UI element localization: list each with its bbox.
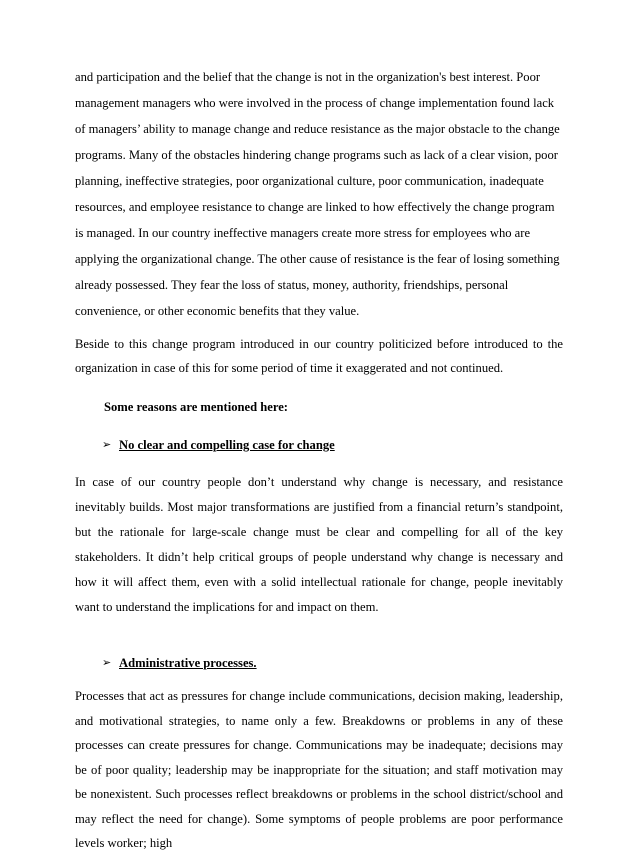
paragraph-politicized-change: Beside to this change program introduced in our country politicized before introduced to the organization in case of this for some period of time it exaggerated and not continued. bbox=[75, 337, 563, 375]
paragraph-administrative-processes: Processes that act as pressures for change include communications, decision making, leadership, and motivational strategies, to name only a few. Breakdowns or problems in any of these processes can create pressures for change. Communications may be inadequate; decisions may be of poor quality; leadership may be inappropriate for the situation; and staff motivation may be nonexistent. Such processes reflect breakdowns or problems in the school district/school and may reflect the need for change). Some symptoms of people problems are poor performance levels worker; high bbox=[75, 689, 563, 850]
reasons-heading: Some reasons are mentioned here: bbox=[104, 400, 288, 414]
arrowhead-bullet-icon: ➢ bbox=[102, 656, 112, 669]
arrowhead-bullet-icon: ➢ bbox=[102, 438, 112, 451]
paragraph-resistance-causes: and participation and the belief that the change is not in the organization's best interest. Poor management managers who were involved in the process of change implementation found lack of managers’ ability to manage change and reduce resistance as the major obstacle to the change programs. Many of the obstacles hindering change programs such as lack of a clear vision, poor planning, ineffective strategies, poor organizational culture, poor communication, inadequate resources, and employee resistance to change are linked to how effectively the change program is managed. In our country ineffective managers create more stress for employees who are applying the organizational change. The other cause of resistance is the fear of losing something already possessed. They fear the loss of status, money, authority, friendships, personal convenience, or other economic benefits that they value. bbox=[75, 70, 560, 318]
section-heading-administrative-processes bbox=[102, 653, 563, 673]
section-heading-no-clear-case bbox=[102, 435, 563, 455]
section-heading-text: No clear and compelling case for change bbox=[119, 438, 335, 452]
section-heading-text: Administrative processes. bbox=[119, 656, 257, 670]
paragraph-no-clear-case: In case of our country people don’t understand why change is necessary, and resistance inevitably builds. Most major transformations are justified from a financial return’s standpoint, but the rationale for large-scale change must be clear and compelling for all of the key stakeholders. It didn’t help critical groups of people understand why change is necessary and how it will affect them, even with a solid intellectual rationale for change, people inevitably want to understand the implications for and impact on them. bbox=[75, 475, 563, 614]
document-body bbox=[75, 64, 563, 856]
